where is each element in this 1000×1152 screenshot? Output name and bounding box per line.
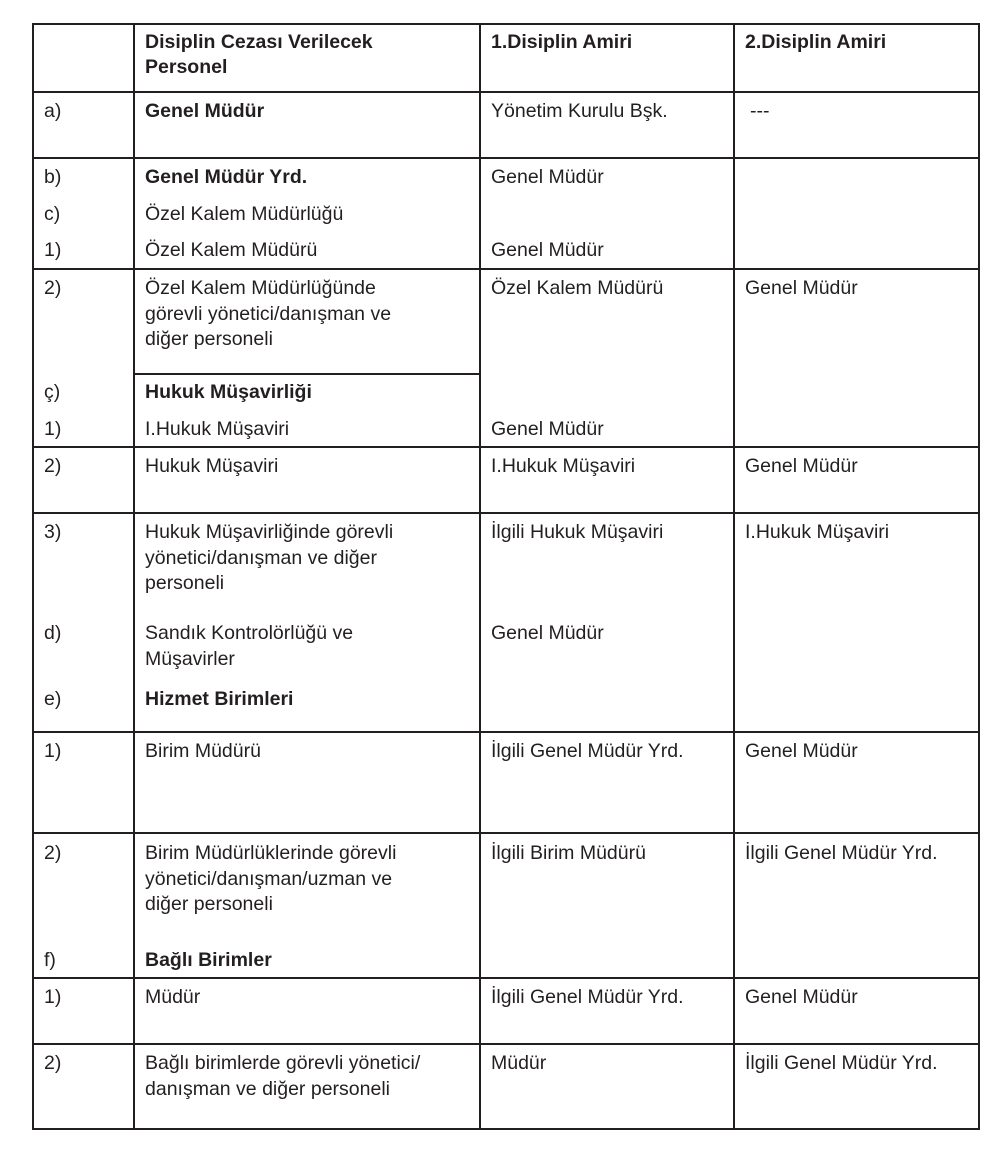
amir2-cell: Genel Müdür — [745, 740, 858, 762]
row-divider — [32, 446, 980, 448]
personnel-cell: Birim Müdürü — [145, 740, 261, 762]
amir1-cell: Genel Müdür — [491, 166, 604, 188]
row-divider — [32, 91, 980, 93]
header-amir-1: 1.Disiplin Amiri — [491, 31, 633, 53]
personnel-cell: Özel Kalem Müdürlüğü — [145, 203, 344, 225]
row-label: d) — [44, 622, 62, 644]
personnel-cell: diğer personeli — [145, 328, 273, 350]
personnel-cell: Bağlı Birimler — [145, 949, 272, 971]
row-label: 2) — [44, 842, 62, 864]
row-divider — [32, 512, 980, 514]
row-label: b) — [44, 166, 62, 188]
row-label: ç) — [44, 381, 61, 403]
personnel-cell: Sandık Kontrolörlüğü ve — [145, 622, 354, 644]
row-label: f) — [44, 949, 56, 971]
row-divider — [32, 731, 980, 733]
table-border-right — [978, 23, 980, 1130]
header-personnel: Disiplin Cezası Verilecek — [145, 31, 373, 53]
personnel-cell: diğer personeli — [145, 893, 273, 915]
personnel-cell: personeli — [145, 572, 225, 594]
column-divider-1 — [133, 23, 135, 1130]
personnel-cell: I.Hukuk Müşaviri — [145, 418, 290, 440]
amir1-cell: İlgili Genel Müdür Yrd. — [491, 986, 684, 1008]
row-label: 2) — [44, 455, 62, 477]
personnel-cell: yönetici/danışman/uzman ve — [145, 868, 393, 890]
amir1-cell: I.Hukuk Müşaviri — [491, 455, 636, 477]
personnel-cell: Müşavirler — [145, 648, 235, 670]
personnel-cell: Özel Kalem Müdürlüğünde — [145, 277, 376, 299]
personnel-cell: Hukuk Müşavirliği — [145, 381, 312, 403]
row-label: c) — [44, 203, 61, 225]
header-amir-2: 2.Disiplin Amiri — [745, 31, 887, 53]
row-label: 1) — [44, 418, 62, 440]
amir1-cell: İlgili Birim Müdürü — [491, 842, 646, 864]
row-divider — [32, 977, 980, 979]
table-border-left — [32, 23, 34, 1130]
personnel-cell: görevli yönetici/danışman ve — [145, 303, 392, 325]
row-label: a) — [44, 100, 62, 122]
amir1-cell: Yönetim Kurulu Bşk. — [491, 100, 668, 122]
row-label: 1) — [44, 986, 62, 1008]
header-personnel: Personel — [145, 56, 228, 78]
personnel-cell: Hukuk Müşaviri — [145, 455, 279, 477]
personnel-cell: Genel Müdür Yrd. — [145, 166, 308, 188]
amir2-cell: Genel Müdür — [745, 277, 858, 299]
table-border-top — [32, 23, 980, 25]
column-divider-2 — [479, 23, 481, 1130]
row-divider — [32, 268, 980, 270]
amir2-cell: --- — [750, 100, 770, 122]
row-divider — [32, 1043, 980, 1045]
amir1-cell: Genel Müdür — [491, 418, 604, 440]
column-divider-3 — [733, 23, 735, 1130]
personnel-cell: Müdür — [145, 986, 201, 1008]
amir1-cell: Müdür — [491, 1052, 547, 1074]
personnel-cell: Genel Müdür — [145, 100, 265, 122]
row-divider — [133, 373, 481, 375]
amir1-cell: İlgili Hukuk Müşaviri — [491, 521, 664, 543]
personnel-cell: Hizmet Birimleri — [145, 688, 294, 710]
row-label: 1) — [44, 740, 62, 762]
personnel-cell: Hukuk Müşavirliğinde görevli — [145, 521, 394, 543]
amir2-cell: Genel Müdür — [745, 986, 858, 1008]
amir2-cell: Genel Müdür — [745, 455, 858, 477]
personnel-cell: Bağlı birimlerde görevli yönetici/ — [145, 1052, 421, 1074]
personnel-cell: yönetici/danışman ve diğer — [145, 547, 377, 569]
row-label: 2) — [44, 1052, 62, 1074]
personnel-cell: Birim Müdürlüklerinde görevli — [145, 842, 397, 864]
row-label: 1) — [44, 239, 62, 261]
amir1-cell: İlgili Genel Müdür Yrd. — [491, 740, 684, 762]
amir1-cell: Genel Müdür — [491, 622, 604, 644]
table-border-bottom — [32, 1128, 980, 1130]
row-label: 2) — [44, 277, 62, 299]
amir2-cell: İlgili Genel Müdür Yrd. — [745, 1052, 938, 1074]
row-label: e) — [44, 688, 62, 710]
personnel-cell: Özel Kalem Müdürü — [145, 239, 318, 261]
row-label: 3) — [44, 521, 62, 543]
row-divider — [32, 157, 980, 159]
personnel-cell: danışman ve diğer personeli — [145, 1078, 390, 1100]
amir2-cell: I.Hukuk Müşaviri — [745, 521, 890, 543]
amir1-cell: Özel Kalem Müdürü — [491, 277, 664, 299]
amir1-cell: Genel Müdür — [491, 239, 604, 261]
row-divider — [32, 832, 980, 834]
amir2-cell: İlgili Genel Müdür Yrd. — [745, 842, 938, 864]
